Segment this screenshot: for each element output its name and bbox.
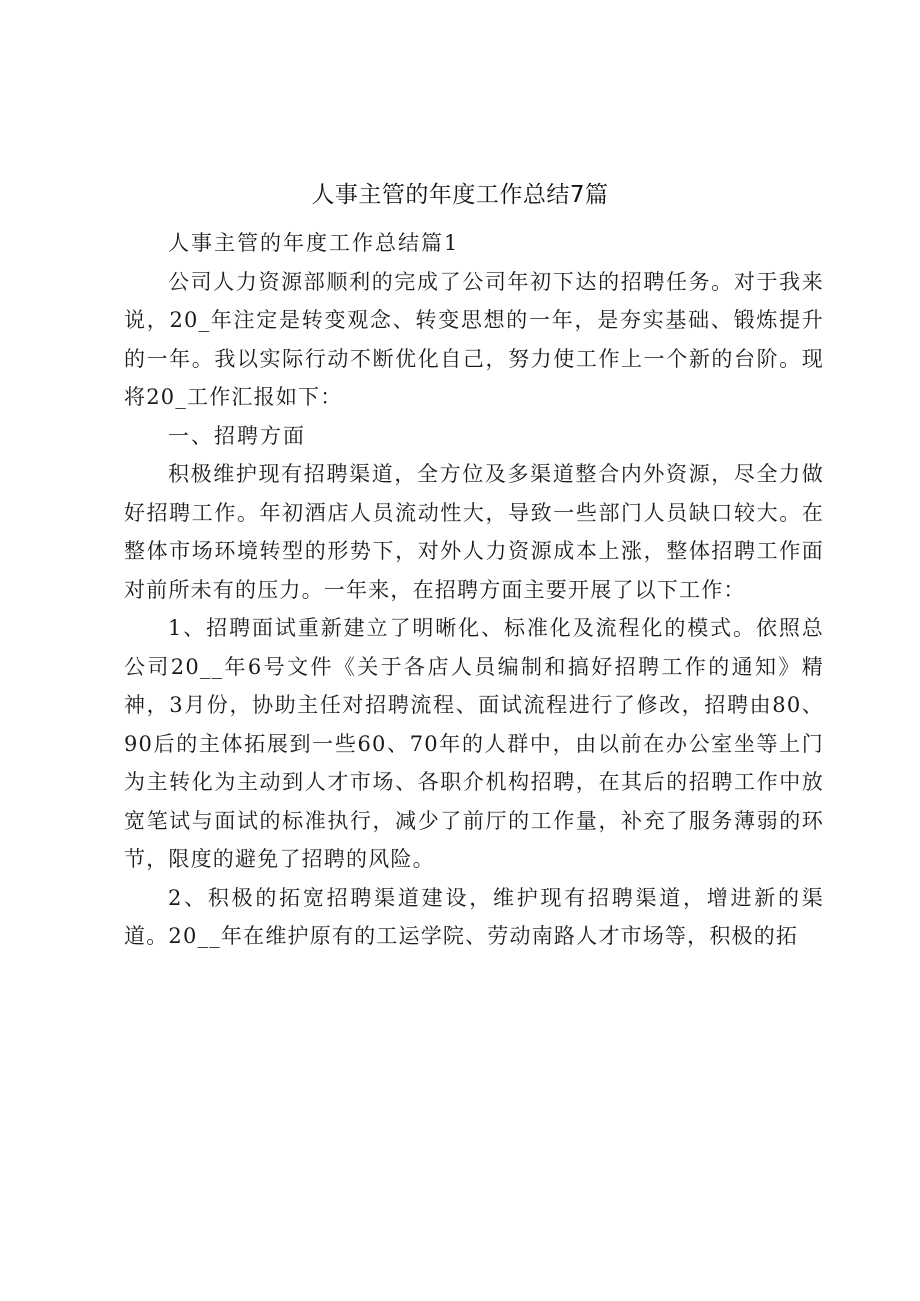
section-heading: 一、招聘方面 bbox=[168, 423, 306, 448]
section-heading: 人事主管的年度工作总结篇1 bbox=[168, 231, 460, 255]
document-body bbox=[124, 224, 824, 956]
body-paragraph: 1、招聘面试重新建立了明晰化、标准化及流程化的模式。依照总公司20__年6号文件《关于各店人员编制和搞好招聘工作的通知》精神，3月份，协助主任对招聘流程、面试流程进行了修改，招聘由80、90后的主体拓展到一些60、70年的人群中，由以前在办公室坐等上门为主转化为主动到人才市场、各职介机构招聘，在其后的招聘工作中放宽笔试与面试的标准执行，减少了前厅的工作量，补充了服务薄弱的环节，限度的避免了招聘的风险。 bbox=[124, 616, 824, 871]
body-paragraph: 2、积极的拓宽招聘渠道建设，维护现有招聘渠道，增进新的渠道。20__年在维护原有的工运学院、劳动南路人才市场等，积极的拓 bbox=[124, 885, 824, 948]
body-paragraph: 积极维护现有招聘渠道，全方位及多渠道整合内外资源，尽全力做好招聘工作。年初酒店人员流动性大，导致一些部门人员缺口较大。在整体市场环境转型的形势下，对外人力资源成本上涨，整体招聘工作面对前所未有的压力。一年来，在招聘方面主要开展了以下工作： bbox=[124, 462, 824, 602]
body-paragraph: 公司人力资源部顺利的完成了公司年初下达的招聘任务。对于我来说，20_年注定是转变观念、转变思想的一年，是夯实基础、锻炼提升的一年。我以实际行动不断优化自己，努力使工作上一个新的台阶。现将20_工作汇报如下： bbox=[124, 269, 824, 409]
document-title: 人事主管的年度工作总结7篇 bbox=[311, 182, 609, 208]
